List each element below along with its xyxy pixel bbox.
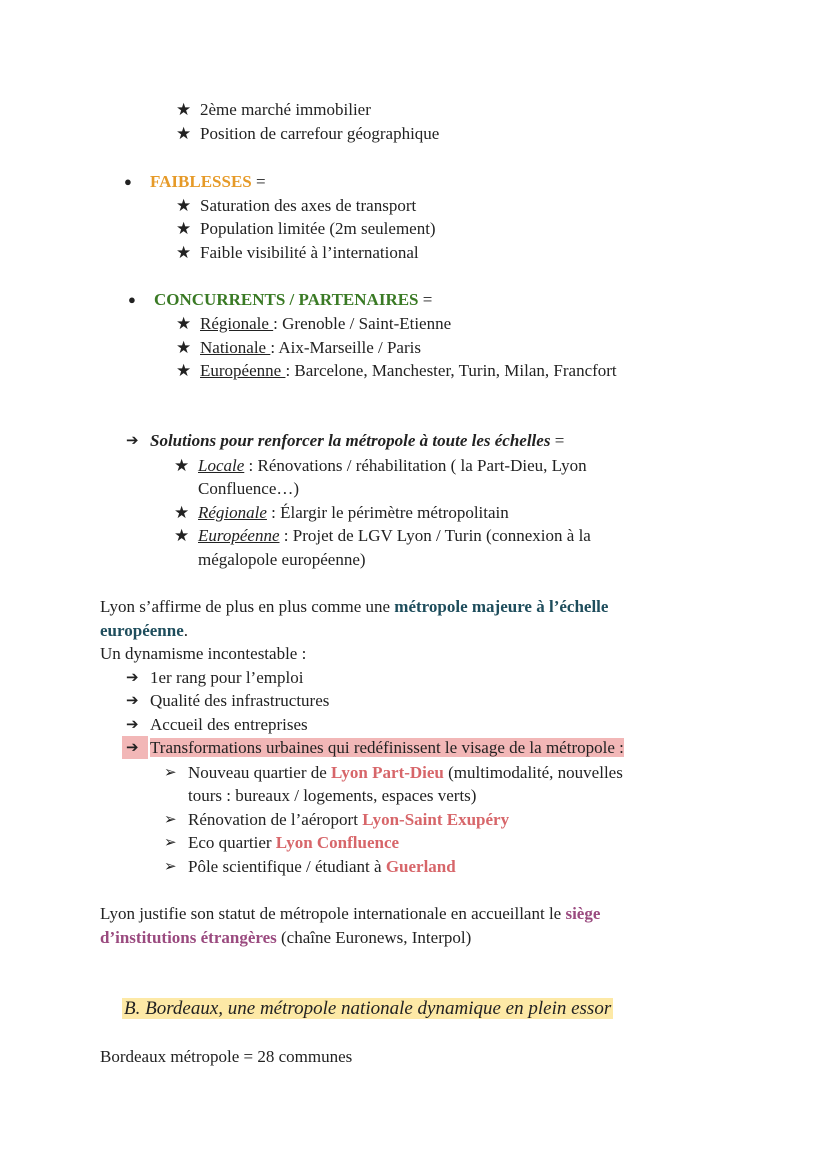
list-item: ★ Régionale : Grenoble / Saint-Etienne (200, 312, 451, 335)
paragraph-continuation: d’institutions étrangères (chaîne Euronews, Interpol) (100, 928, 472, 947)
list-item: ➢ Pôle scientifique / étudiant à Guerland (188, 855, 456, 878)
list-item: ★ 2ème marché immobilier (200, 98, 371, 121)
list-item: ➔ 1er rang pour l’emploi (150, 666, 303, 689)
paragraph: Un dynamisme incontestable : (100, 644, 307, 663)
list-item: ➔ Qualité des infrastructures (150, 689, 329, 712)
list-item: ➢ Eco quartier Lyon Confluence (188, 831, 399, 854)
paragraph: Lyon justifie son statut de métropole internationale en accueillant le siège (100, 904, 601, 923)
solutions-heading: ➔ Solutions pour renforcer la métropole à toute les échelles = (150, 429, 564, 452)
list-item-continuation: mégalopole européenne) (198, 550, 366, 569)
list-item-continuation: tours : bureaux / logements, espaces verts) (188, 786, 477, 805)
list-item-continuation: Confluence…) (198, 479, 300, 498)
list-item: ★ Faible visibilité à l’international (200, 241, 419, 264)
list-item: ➢ Rénovation de l’aéroport Lyon-Saint Exupéry (188, 808, 509, 831)
section-heading: B. Bordeaux, une métropole nationale dynamique en plein essor (124, 998, 612, 1019)
list-item-highlighted: ➔ Transformations urbaines qui redéfinissent le visage de la métropole : (150, 736, 624, 759)
concurrents-heading: ● CONCURRENTS / PARTENAIRES = (154, 288, 432, 311)
list-item: ★ Nationale : Aix-Marseille / Paris (200, 336, 421, 359)
faiblesses-heading: ● FAIBLESSES = (150, 170, 266, 193)
list-item: ★ Position de carrefour géographique (200, 122, 439, 145)
paragraph-continuation: européenne. (100, 621, 188, 640)
list-item: ★ Régionale : Élargir le périmètre métropolitain (198, 501, 509, 524)
list-item: ★ Européenne : Barcelone, Manchester, Turin, Milan, Francfort (200, 359, 617, 382)
list-item: ➔ Accueil des entreprises (150, 713, 308, 736)
paragraph: Bordeaux métropole = 28 communes (100, 1047, 353, 1066)
paragraph: Lyon s’affirme de plus en plus comme une métropole majeure à l’échelle (100, 597, 609, 616)
list-item: ★ Population limitée (2m seulement) (200, 217, 436, 240)
list-item: ★ Européenne : Projet de LGV Lyon / Turin (connexion à la (198, 524, 591, 547)
list-item: ★ Locale : Rénovations / réhabilitation ( la Part-Dieu, Lyon (198, 454, 587, 477)
list-item: ➢ Nouveau quartier de Lyon Part-Dieu (multimodalité, nouvelles (188, 761, 623, 784)
list-item: ★ Saturation des axes de transport (200, 194, 416, 217)
